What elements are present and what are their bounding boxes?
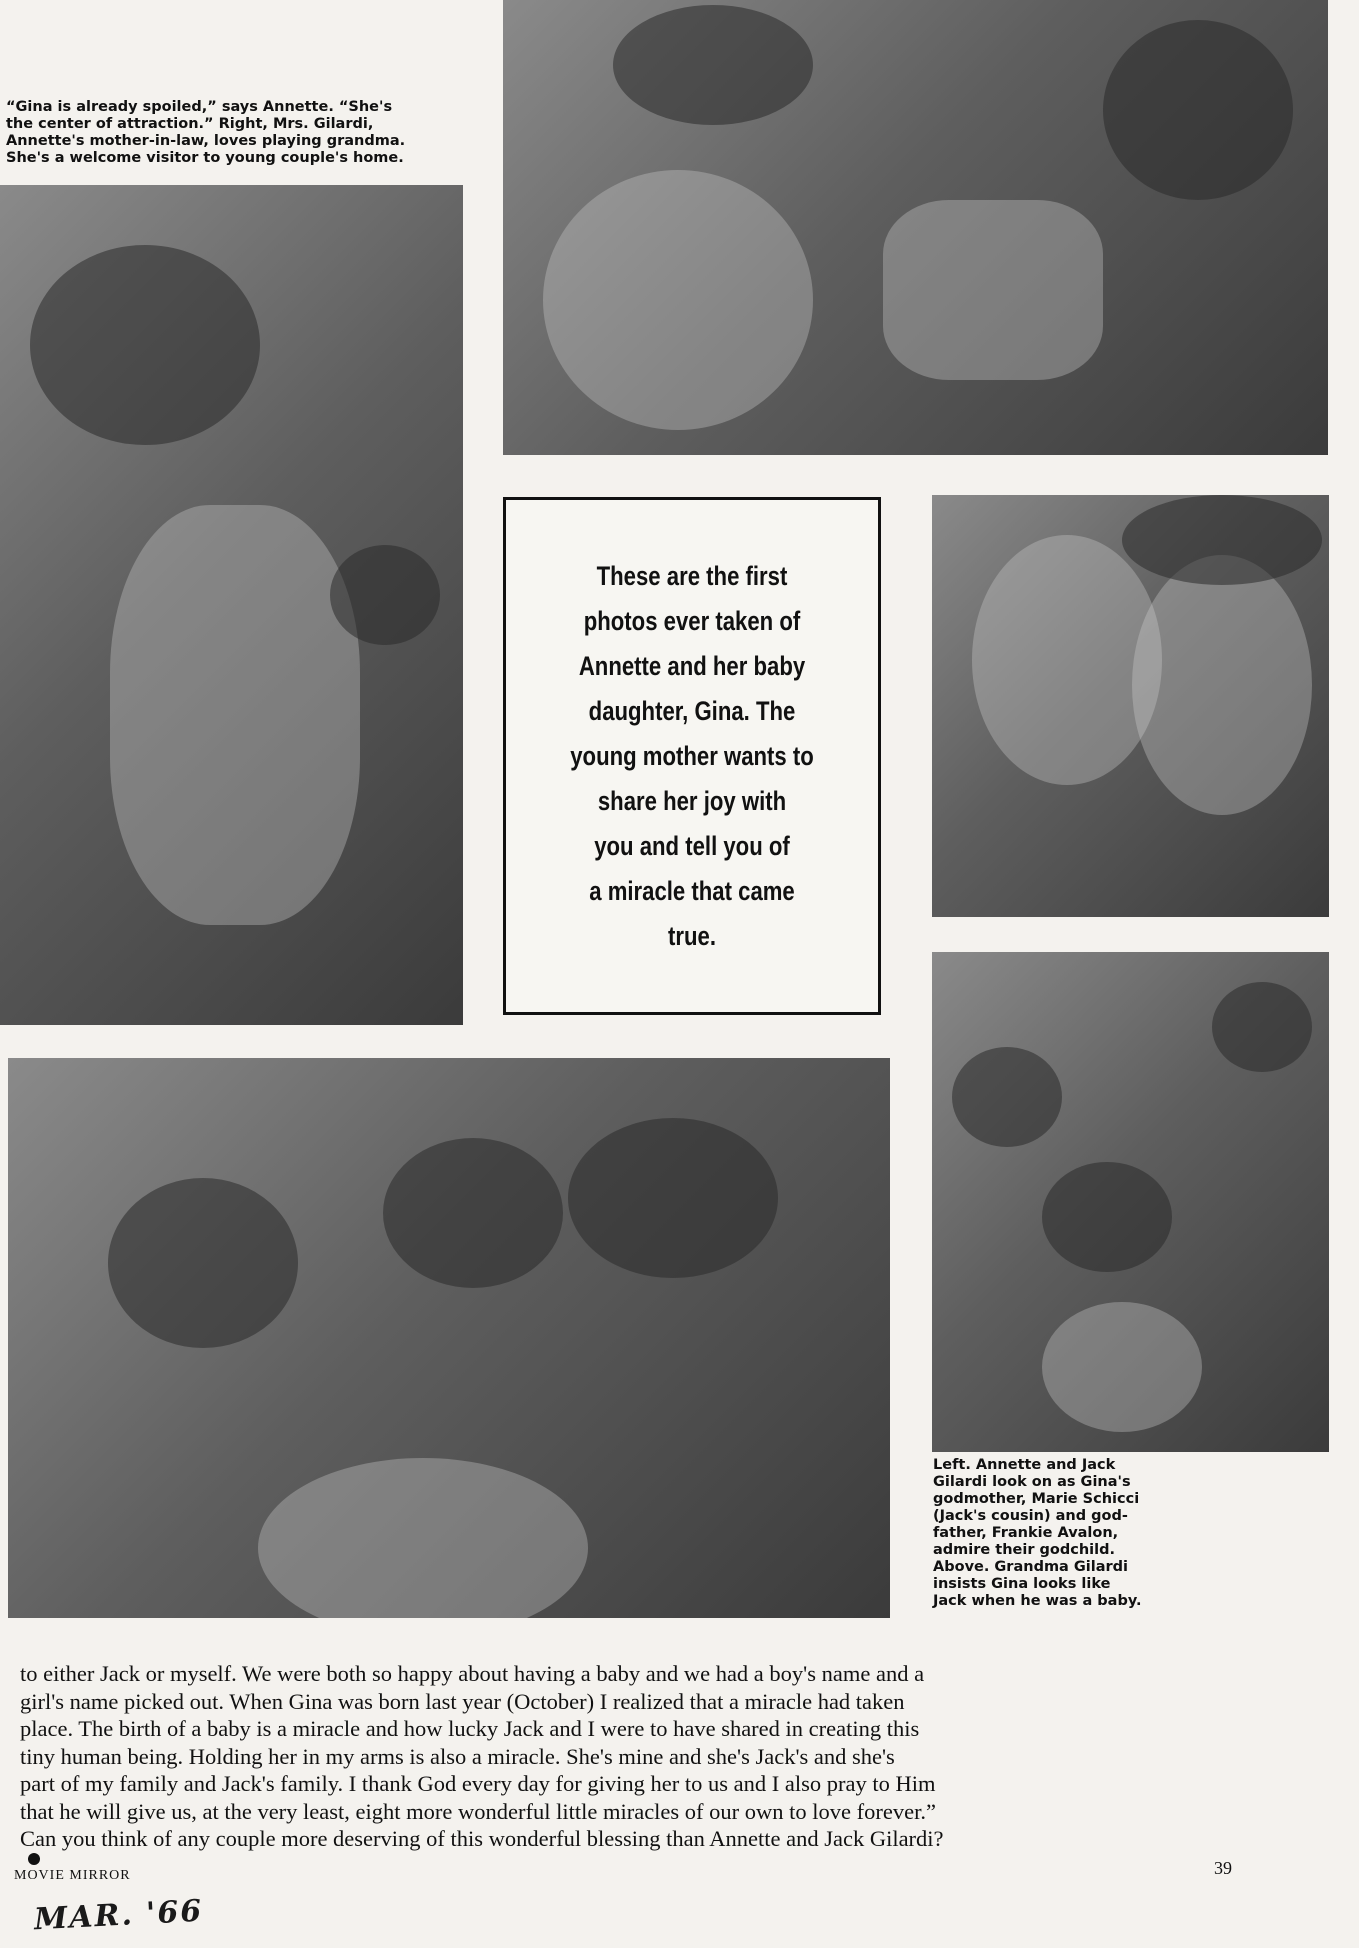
caption-line: the center of attraction.” Right, Mrs. Gilardi, [6, 116, 374, 132]
boxed-intro-text [565, 554, 819, 959]
photo-shape [952, 1047, 1062, 1147]
handwritten-date: MAR. '66 [33, 1893, 205, 1938]
photo-family-room [932, 952, 1329, 1452]
boxed-line: These are the first [596, 560, 788, 591]
photo-godparents-group [8, 1058, 890, 1618]
caption-line: Annette's mother-in-law, loves playing grandma. [6, 133, 406, 149]
body-line: tiny human being. Holding her in my arms is also a miracle. She's mine and she's Jack's and she's [20, 1743, 895, 1769]
publication-name: MOVIE MIRROR [14, 1868, 131, 1883]
photo-baby-grandma-closeup [932, 495, 1329, 917]
caption-line: admire their godchild. [933, 1542, 1116, 1558]
body-line: girl's name picked out. When Gina was born last year (October) I realized that a miracle had taken [20, 1688, 905, 1714]
photo-shape [1132, 555, 1312, 815]
body-line: part of my family and Jack's family. I thank God every day for giving her to us and I also pray to Him [20, 1771, 936, 1796]
photo-shape [258, 1458, 588, 1618]
caption-line: insists Gina looks like [933, 1576, 1111, 1592]
photo-shape [1103, 20, 1293, 200]
body-line: Can you think of any couple more deserving of this wonderful blessing than Annette and Jack Gilardi? [20, 1826, 944, 1851]
body-line-last [20, 1825, 1225, 1865]
boxed-line: a miracle that came true. [589, 875, 795, 951]
caption-line: Left. Annette and Jack [933, 1457, 1116, 1473]
photo-grandma-with-baby [503, 0, 1328, 455]
boxed-line: young mother wants to [570, 740, 814, 771]
photo-shape [613, 5, 813, 125]
caption-line: (Jack's cousin) and god- [933, 1508, 1128, 1524]
body-line: to either Jack or myself. We were both so happy about having a baby and we had a boy's name and a [20, 1661, 925, 1686]
boxed-line: share her joy with [597, 785, 787, 816]
caption-line: father, Frankie Avalon, [933, 1525, 1119, 1541]
photo-shape [1042, 1302, 1202, 1432]
photo-shape [330, 545, 440, 645]
page-number: 39 [1214, 1858, 1232, 1878]
body-line: that he will give us, at the very least, eight more wonderful little miracles of our own to love forever.” [20, 1798, 936, 1824]
photo-shape [1212, 982, 1312, 1072]
photo-shape [568, 1118, 778, 1278]
photo-shape [30, 245, 260, 445]
caption-line: Above. Grandma Gilardi [933, 1559, 1129, 1575]
article-body [20, 1660, 1225, 1865]
caption-bottom-right [933, 1457, 1193, 1610]
boxed-line: photos ever taken of [583, 605, 801, 636]
caption-top-left [6, 99, 466, 167]
boxed-intro [503, 497, 881, 1015]
boxed-line: you and tell you of [594, 830, 790, 861]
photo-shape [1042, 1162, 1172, 1272]
caption-line: “Gina is already spoiled,” says Annette. “She's [6, 99, 393, 115]
photo-annette-feeding-baby [0, 185, 463, 1025]
photo-shape [543, 170, 813, 430]
boxed-line: daughter, Gina. The [588, 695, 796, 726]
photo-shape [883, 200, 1103, 380]
photo-shape [108, 1178, 298, 1348]
boxed-line: Annette and her baby [578, 650, 806, 681]
caption-line: Jack when he was a baby. [933, 1593, 1142, 1609]
photo-shape [383, 1138, 563, 1288]
caption-line: Gilardi look on as Gina's [933, 1474, 1131, 1490]
photo-shape [1122, 495, 1322, 585]
caption-line: She's a welcome visitor to young couple's home. [6, 150, 404, 166]
end-bullet-icon [28, 1853, 40, 1865]
body-line: place. The birth of a baby is a miracle and how lucky Jack and I were to have shared in creating this [20, 1716, 920, 1741]
photo-shape [110, 505, 360, 925]
caption-line: godmother, Marie Schicci [933, 1491, 1140, 1507]
